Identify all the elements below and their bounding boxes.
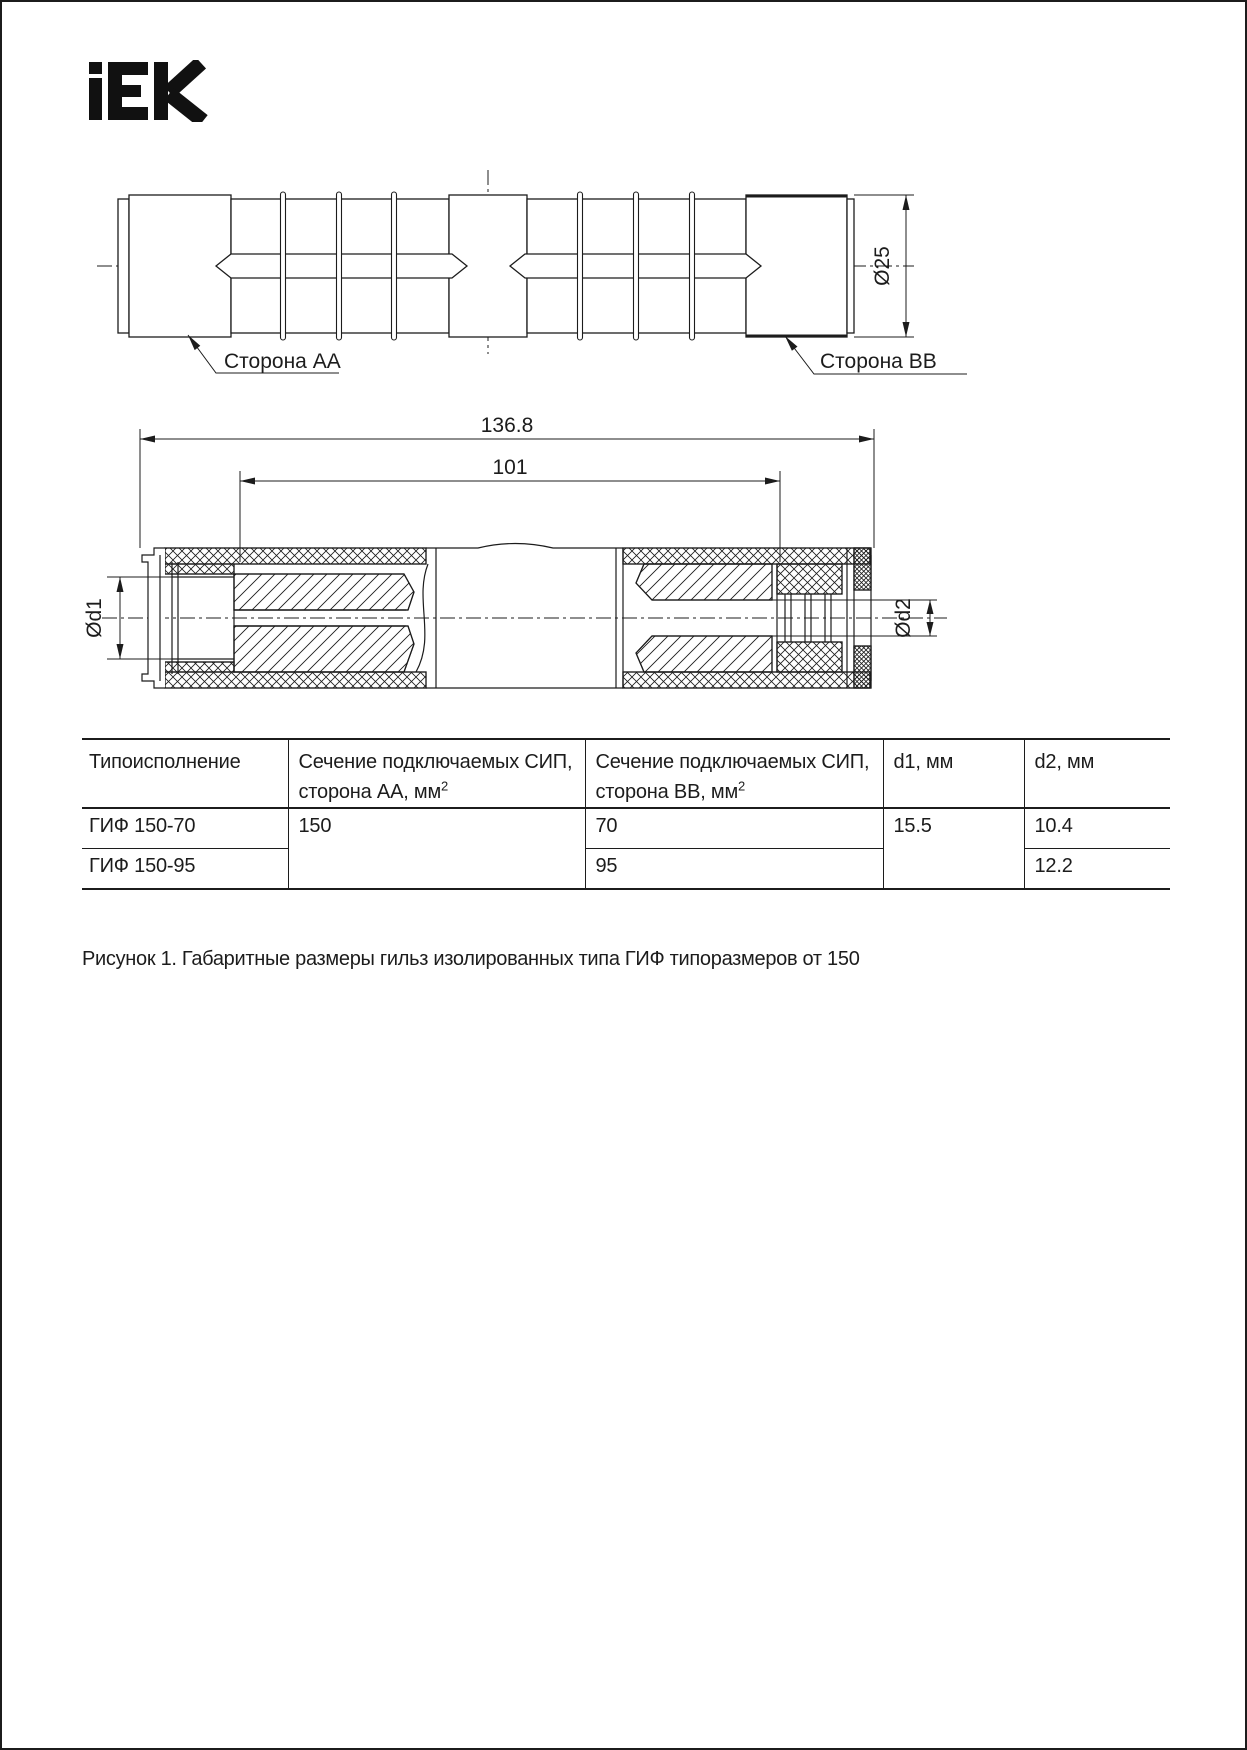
col-header-type: Типоисполнение <box>82 739 288 808</box>
arrowhead <box>765 478 780 485</box>
label-side-aa: Сторона АА <box>224 350 341 373</box>
cell-d2: 10.4 <box>1024 808 1170 849</box>
figure-caption: Рисунок 1. Габаритные размеры гильз изолированных типа ГИФ типоразмеров от 150 <box>82 948 860 970</box>
col-header-section-bb: Сечение подключаемых СИП, сторона ВВ, $мм^2$ <box>585 739 883 808</box>
cell-section-bb: 95 <box>585 849 883 890</box>
cell-d2: 12.2 <box>1024 849 1170 890</box>
cell-type: ГИФ 150-95 <box>89 855 196 877</box>
table-row <box>82 808 1170 849</box>
label-side-bb: Сторона ВВ <box>820 350 937 373</box>
arrowhead <box>240 478 255 485</box>
cell-type: ГИФ 150-70 <box>82 808 288 849</box>
cell-d1: 15.5 <box>883 808 1024 889</box>
dim-label-overall: 136.8 <box>480 414 534 437</box>
section-view-drawing <box>83 414 947 688</box>
arrowhead <box>140 436 155 443</box>
dim-label-d1: Ød1 <box>83 598 106 638</box>
dimensions-table <box>82 738 1170 890</box>
arrowhead <box>117 644 124 659</box>
dim-label-diameter: Ø25 <box>871 246 894 286</box>
top-view-drawing <box>97 170 967 374</box>
end-ring-left <box>118 199 129 333</box>
end-ring-right <box>847 199 854 333</box>
arrowhead <box>859 436 874 443</box>
dim-label-d2: Ød2 <box>892 598 915 638</box>
arrowhead <box>117 577 124 592</box>
col-header-d2: d2, мм <box>1024 739 1170 808</box>
leader-arrowhead <box>785 336 798 351</box>
col-header-d1: d1, мм <box>883 739 1024 808</box>
table-header-row <box>82 739 1170 808</box>
arrowhead <box>903 195 910 210</box>
arrowhead <box>927 622 934 636</box>
dim-overall-length <box>140 429 874 548</box>
arrowhead <box>927 600 934 614</box>
cell-section-bb: 70 <box>585 808 883 849</box>
col-header-section-aa: Сечение подключаемых СИП, сторона АА, $мм^2$ <box>288 739 585 808</box>
dim-label-sleeve: 101 <box>492 456 528 479</box>
cell-section-aa: 150 <box>288 808 585 889</box>
arrowhead <box>903 322 910 337</box>
